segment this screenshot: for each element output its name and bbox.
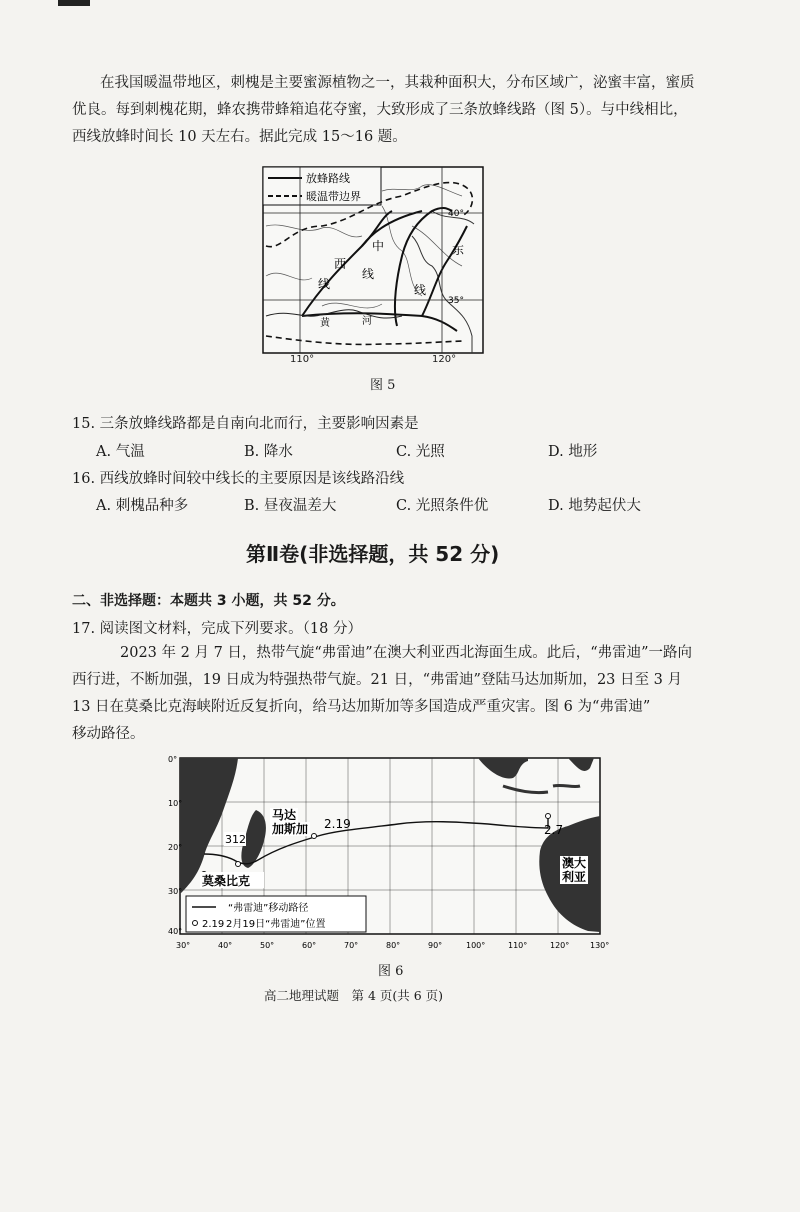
section-2-heading: 二、非选择题：本题共 3 小题，共 52 分。: [72, 593, 345, 609]
point-219: 2.19: [324, 817, 351, 831]
q16-option-c[interactable]: C. 光照条件优: [396, 498, 489, 514]
x-tick: 50°: [260, 941, 275, 950]
legend-pos-key: 2.19: [202, 919, 225, 930]
scan-mark: [58, 0, 90, 6]
label-river-1: 黄: [320, 318, 330, 329]
y-tick: 40°: [168, 927, 183, 936]
label-australia-1: 澳大: [562, 856, 587, 870]
x-tick: 110°: [508, 941, 528, 950]
y-tick: 0°: [168, 755, 178, 764]
q15-option-b[interactable]: B. 降水: [244, 444, 293, 460]
intro-line-3: 西线放蜂时间长 10 天左右。据此完成 15～16 题。: [72, 129, 407, 145]
label-australia-2: 利亚: [562, 870, 587, 884]
q16-option-a[interactable]: A. 刺槐品种多: [96, 498, 189, 514]
label-west-1: 西: [334, 257, 347, 271]
label-mozambique: 莫桑比克: [202, 874, 251, 888]
lat-40: 40°: [448, 209, 464, 219]
legend-pos-desc: 2月19日“弗雷迪”位置: [226, 919, 326, 930]
q16-stem: 16. 西线放蜂时间较中线长的主要原因是该线路沿线: [72, 471, 405, 487]
label-east-1: 东: [452, 243, 465, 257]
x-tick: 60°: [302, 941, 317, 950]
label-river-2: 河: [362, 316, 372, 327]
figure-6-caption: 图 6: [378, 964, 404, 979]
lat-35: 35°: [448, 296, 464, 306]
label-east-2: 线: [414, 283, 427, 297]
y-tick: 20°: [168, 843, 183, 852]
label-west-2: 线: [318, 277, 331, 291]
x-tick: 90°: [428, 941, 443, 950]
x-tick: 70°: [344, 941, 359, 950]
q15-option-c[interactable]: C. 光照: [396, 444, 445, 460]
x-tick: 100°: [466, 941, 486, 950]
point-312: 312: [225, 833, 246, 846]
legend-boundary-label: 暖温带边界: [306, 190, 361, 203]
figure-5-caption: 图 5: [370, 378, 396, 393]
section-2-title: 第Ⅱ卷(非选择题，共 52 分): [246, 542, 500, 566]
legend-path: “弗雷迪”移动路径: [228, 903, 309, 914]
label-madagascar-2: 加斯加: [272, 822, 309, 836]
lon-110: 110°: [290, 354, 315, 365]
q15-option-d[interactable]: D. 地形: [548, 444, 598, 460]
point-27: 2.7: [544, 823, 564, 837]
q16-option-b[interactable]: B. 昼夜温差大: [244, 498, 337, 514]
x-tick: 30°: [176, 941, 191, 950]
x-tick: 120°: [550, 941, 570, 950]
q17-stem: 17. 阅读图文材料，完成下列要求。（18 分）: [72, 621, 362, 637]
figure-5-map: [262, 166, 484, 354]
page-footer: 高二地理试题 第 4 页(共 6 页): [264, 988, 444, 1003]
q15-option-a[interactable]: A. 气温: [96, 444, 145, 460]
q17-line-2: 西行进，不断加强，19 日成为特强热带气旋。21 日，“弗雷迪”登陆马达加斯加，23 日至 3 月: [72, 672, 682, 688]
intro-line-2: 优良。每到刺槐花期，蜂农携带蜂箱追花夺蜜，大致形成了三条放蜂线路（图 5）。与中线相比，: [72, 102, 688, 118]
x-tick: 130°: [590, 941, 610, 950]
q17-line-4: 移动路径。: [72, 726, 145, 742]
y-tick: 10°: [168, 799, 183, 808]
figure-6-map: [168, 755, 610, 956]
q16-option-d[interactable]: D. 地势起伏大: [548, 498, 641, 514]
x-tick: 80°: [386, 941, 401, 950]
q17-line-1: 2023 年 2 月 7 日，热带气旋“弗雷迪”在澳大利亚西北海面生成。此后，“弗雷迪”一路向: [120, 645, 693, 661]
y-tick: 30°: [168, 887, 183, 896]
label-madagascar-1: 马达: [272, 808, 297, 822]
lon-120: 120°: [432, 354, 457, 365]
label-mid-1: 中: [372, 239, 385, 253]
label-mid-2: 线: [362, 267, 375, 281]
intro-line-1: 在我国暖温带地区，刺槐是主要蜜源植物之一，其栽种面积大，分布区域广，泌蜜丰富，蜜质: [100, 75, 695, 91]
x-tick: 40°: [218, 941, 233, 950]
q17-line-3: 13 日在莫桑比克海峡附近反复折向，给马达加斯加等多国造成严重灾害。图 6 为“弗雷迪”: [72, 699, 651, 715]
legend-route-label: 放蜂路线: [306, 172, 350, 185]
q15-stem: 15. 三条放蜂线路都是自南向北而行，主要影响因素是: [72, 416, 419, 432]
